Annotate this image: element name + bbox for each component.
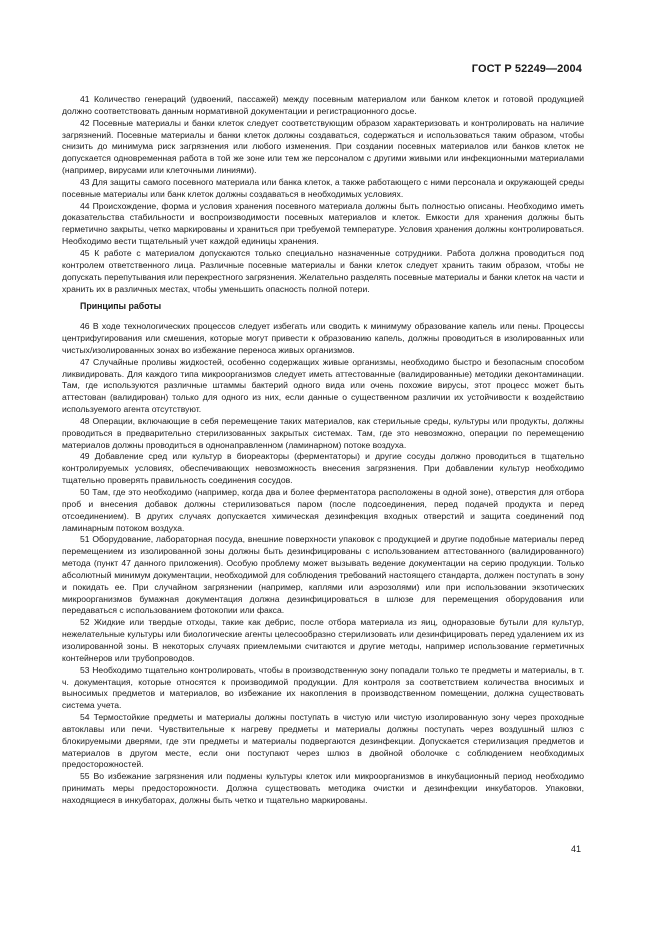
- paragraph-52: 52 Жидкие или твердые отходы, такие как дебрис, после отбора материала из яиц, одноразовые бутыли для культур, нежелательные культуры или биологические агенты целесообразно стерилизовать или дезинфицировать перед удалением их из изолированной зоны. В некоторых случаях приемлемыми считаются и другие методы, например использование герметичных контейнеров или трубопроводов.: [62, 617, 584, 663]
- document-body: [62, 94, 584, 807]
- paragraph-50: 50 Там, где это необходимо (например, когда два и более ферментатора расположены в одной зоне), отверстия для отбора проб и внесения добавок должны стерилизоваться паром (после подсоединения, перед подачей продукта и перед отсоединением). В других случаях допускается химическая дезинфекция входных отверстий и защита соединений под ламинарным потоком воздуха.: [62, 487, 584, 533]
- paragraph-55: 55 Во избежание загрязнения или подмены культуры клеток или микроорганизмов в инкубационный период необходимо принимать меры предосторожности. Должна существовать методика очистки и дезинфекции инкубаторов. Упаковки, находящиеся в инкубаторах, должны быть четко и тщательно маркированы.: [62, 771, 584, 805]
- paragraph-41: 41 Количество генераций (удвоений, пассажей) между посевным материалом или банком клеток и готовой продукцией должно соответствовать данным нормативной документации и регистрационного досье.: [62, 94, 584, 116]
- paragraph-53: 53 Необходимо тщательно контролировать, чтобы в производственную зону попадали только те предметы и материалы, в т. ч. документация, которые относятся к производимой продукции. Для контроля за соответствием количества вносимых и выносимых предметов и материалов, во избежание их накопления в производственном помещении, должна существовать система учета.: [62, 664, 584, 711]
- paragraph-54: 54 Термостойкие предметы и материалы должны поступать в чистую или чистую изолированную зону через проходные автоклавы или печи. Чувствительные к нагреву предметы и материалы должны поступать через воздушный шлюз с блокируемыми дверями, где эти предметы и материалы подвергаются дезинфекции. Допускается стерилизация предметов и материалов в другом месте, если они поступают через шлюз в двойной оболочке с соблюдением необходимых предосторожностей.: [62, 712, 584, 770]
- page-number: 41: [570, 844, 581, 854]
- paragraph-44: 44 Происхождение, форма и условия хранения посевного материала должны быть полностью описаны. Необходимо иметь доказательства стабильности и воспроизводимости посевных материалов и клеток. Емкости для хранения должны быть герметично закрыты, четко маркированы и храниться при требуемой температуре. Условия хранения должны контролироваться. Необходимо вести тщательный учет каждой единицы хранения.: [62, 200, 584, 247]
- paragraph-51: 51 Оборудование, лабораторная посуда, внешние поверхности упаковок с продукцией и другие подобные материалы перед перемещением из изолированной зоны должны быть дезинфицированы с использованием аттестованного (валидированного) метода (пункт 47 данного приложения). Особую проблему может вызывать ведение документации на серию продукции. Только абсолютный минимум документации, необходимой для соблюдения требований настоящего стандарта, должен поступать в зону и покидать ее. При случайном загрязнении (например, каплями или аэрозолями) или при использовании экзотических микроорганизмов бумажная документация должна дезинфицироваться в шлюзе для перемещения оборудования или передаваться с использованием фотокопии или факса.: [62, 534, 584, 616]
- standard-header: ГОСТ Р 52249—2004: [471, 63, 582, 75]
- paragraph-43: 43 Для защиты самого посевного материала или банка клеток, а также работающего с ними персонала и окружающей среды посевные материалы или банк клеток должны создаваться в необходимых условиях.: [62, 176, 584, 199]
- paragraph-42: 42 Посевные материалы и банки клеток следует соответствующим образом характеризовать и контролировать на наличие загрязнений. Посевные материалы и банки клеток должны создаваться, содержаться и использоваться таким образом, чтобы снизить до минимума риск загрязнения или любого изменения. При создании посевных материалов или банков клеток не допускается одновременная работа в той же зоне или тем же персоналом с другими живыми или инфекционными материалами (например, вирусами или клеточными линиями).: [62, 117, 584, 176]
- paragraph-49: 49 Добавление сред или культур в биореакторы (ферментаторы) и другие сосуды должно проводиться в тщательно контролируемых условиях, обеспечивающих невозможность внесения загрязнения. При добавлении культур необходимо тщательно проверять правильность соединения сосудов.: [62, 451, 584, 486]
- paragraph-46: 46 В ходе технологических процессов следует избегать или сводить к минимуму образование капель или пены. Процессы центрифугирования или смешения, которые могут привести к образованию капель, должны проводиться в изолированных или чистых/изолированных зонах во избежание переноса живых организмов.: [62, 321, 584, 355]
- section-heading: Принципы работы: [80, 301, 162, 312]
- paragraph-48: 48 Операции, включающие в себя перемещение таких материалов, как стерильные среды, культуры или продукты, должны проводиться в предварительно стерилизованных закрытых системах. Там, где это невозможно, операции по перемещению материалов должны проводиться в однонаправленном (ламинарном) потоке воздуха.: [62, 415, 584, 450]
- paragraph-45: 45 К работе с материалом допускаются только специально назначенные сотрудники. Работа должна проводиться под контролем ответственного лица. Различные посевные материалы и банки клеток следует хранить таким образом, чтобы не допускать перепутывания или перекрестного загрязнения. Желательно разделять посевные материалы и банки клеток на части и хранить их в различных местах, чтобы уменьшить опасность полной потери.: [62, 247, 584, 294]
- paragraph-47: 47 Случайные проливы жидкостей, особенно содержащих живые организмы, необходимо быстро и безопасным способом ликвидировать. Для каждого типа микроорганизмов следует иметь аттестованные (валидированные) методики деконтаминации. Там, где используются различные штаммы бактерий одного вида или очень похожие вирусы, этот процесс может быть аттестован (валидирован) только для одного из них, если данные о существенном различии их устойчивости к воздействию используемого агента отсутствуют.: [62, 356, 584, 415]
